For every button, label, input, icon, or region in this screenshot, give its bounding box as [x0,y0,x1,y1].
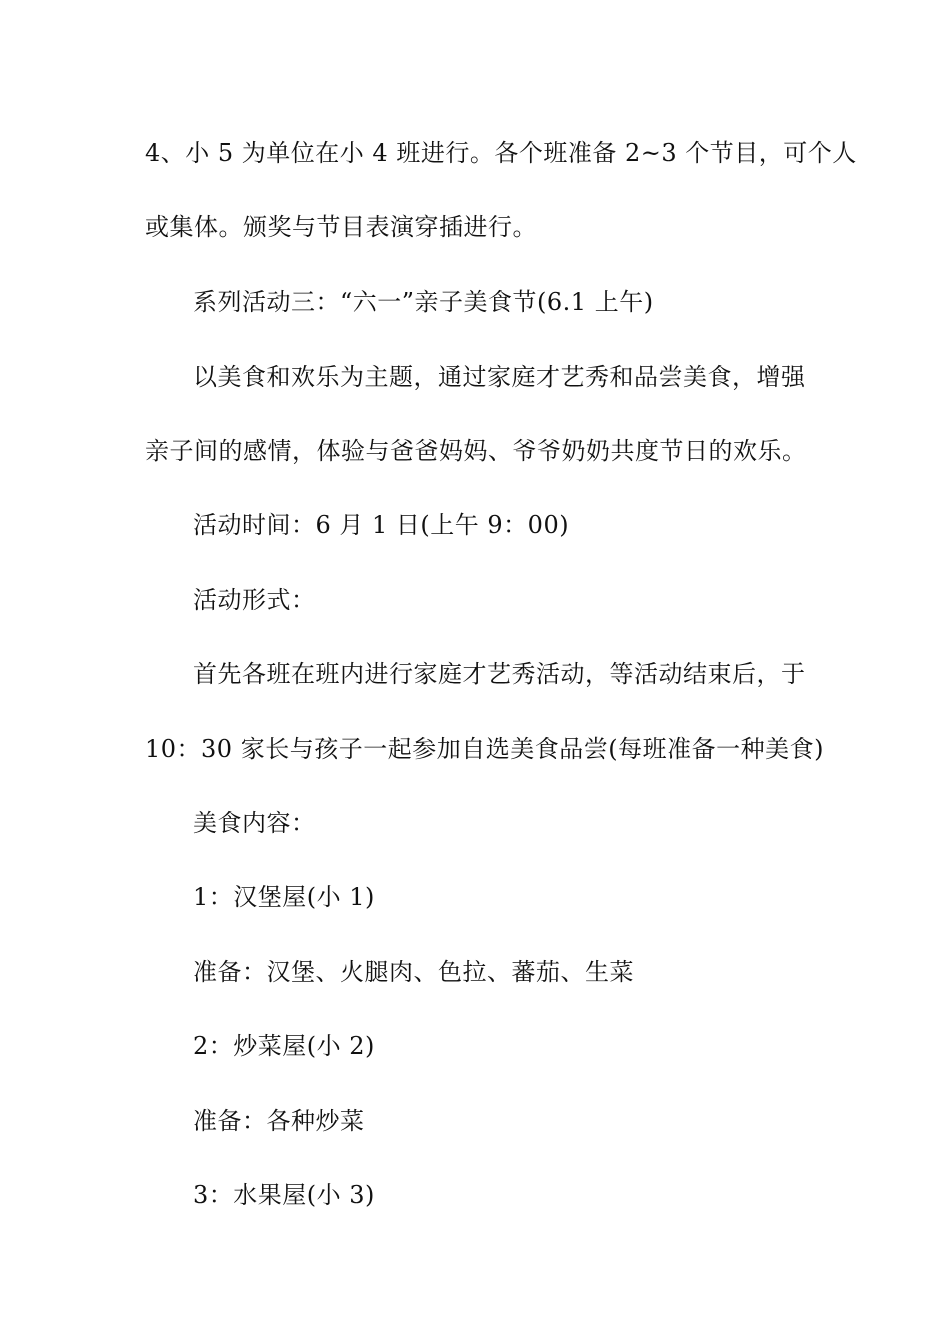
list-item: 2：炒菜屋(小 2) [193,1032,375,1060]
paragraph-line: 以美食和欢乐为主题，通过家庭才艺秀和品尝美食，增强 [193,363,806,391]
paragraph-line: 10：30 家长与孩子一起参加自选美食品尝(每班准备一种美食) [145,735,824,763]
paragraph-line: 4、小 5 为单位在小 4 班进行。各个班准备 2~3 个节目，可个人 [145,139,857,167]
list-item-detail: 准备：各种炒菜 [193,1107,365,1135]
food-content-label: 美食内容： [193,809,316,837]
activity-format-label: 活动形式： [193,586,316,614]
list-item: 3：水果屋(小 3) [193,1181,375,1209]
paragraph-line: 或集体。颁奖与节目表演穿插进行。 [145,213,537,241]
section-heading: 系列活动三：“六一”亲子美食节(6.1 上午) [193,288,654,316]
paragraph-line: 首先各班在班内进行家庭才艺秀活动，等活动结束后，于 [193,660,806,688]
list-item-detail: 准备：汉堡、火腿肉、色拉、蕃茄、生菜 [193,958,634,986]
list-item: 1：汉堡屋(小 1) [193,883,375,911]
paragraph-line: 亲子间的感情，体验与爸爸妈妈、爷爷奶奶共度节日的欢乐。 [145,437,807,465]
activity-time: 活动时间：6 月 1 日(上午 9：00) [193,511,570,539]
